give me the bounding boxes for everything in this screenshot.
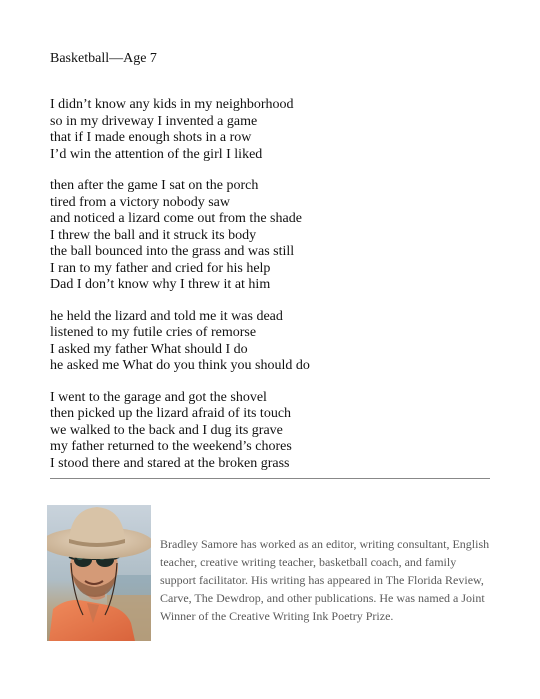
section-divider <box>50 478 490 479</box>
poem-line: tired from a victory nobody saw <box>50 194 231 210</box>
stanza-3 <box>50 309 490 375</box>
author-bio: Bradley Samore has worked as an editor, writing consultant, English teacher, creative writing teacher, basketball coach, and family support facilitator. His writing has appeared in The Florida Review, Carve, The Dewdrop, and other publications. He was named a Joint Winner of the Creative Writing Ink Poetry Prize. <box>160 537 490 623</box>
stanza-2 <box>50 178 490 294</box>
poem-line: I stood there and stared at the broken grass <box>50 455 290 471</box>
poem-line: then after the game I sat on the porch <box>50 178 259 193</box>
stanza-1 <box>50 97 490 163</box>
poem-line: the ball bounced into the grass and was still <box>50 244 295 259</box>
poem-line: he asked me What do you think you should do <box>50 358 310 373</box>
poem-line: I asked my father What should I do <box>50 341 248 357</box>
poem-line: and noticed a lizard come out from the shade <box>50 211 302 226</box>
poem-line: my father returned to the weekend’s chores <box>50 439 292 454</box>
stanza-4 <box>50 390 490 473</box>
poem-line: I didn’t know any kids in my neighborhood <box>50 97 294 112</box>
poem-line: I threw the ball and it struck its body <box>50 227 257 243</box>
poem-line: we walked to the back and I dug its grave <box>50 422 283 438</box>
poem-line: Dad I don’t know why I threw it at him <box>50 277 271 292</box>
author-photo <box>47 505 151 641</box>
poem-line: he held the lizard and told me it was dead <box>50 308 283 324</box>
poem-body <box>50 97 490 487</box>
poem-line: I ran to my father and cried for his help <box>50 260 271 276</box>
poem-line: that if I made enough shots in a row <box>50 130 252 145</box>
poem-line: listened to my futile cries of remorse <box>50 325 257 340</box>
poem-title: Basketball—Age 7 <box>50 51 157 66</box>
poem-line: so in my driveway I invented a game <box>50 113 258 129</box>
poem-line: I’d win the attention of the girl I liked <box>50 146 263 162</box>
poem-line: then picked up the lizard afraid of its touch <box>50 406 292 421</box>
poem-line: I went to the garage and got the shovel <box>50 389 267 405</box>
